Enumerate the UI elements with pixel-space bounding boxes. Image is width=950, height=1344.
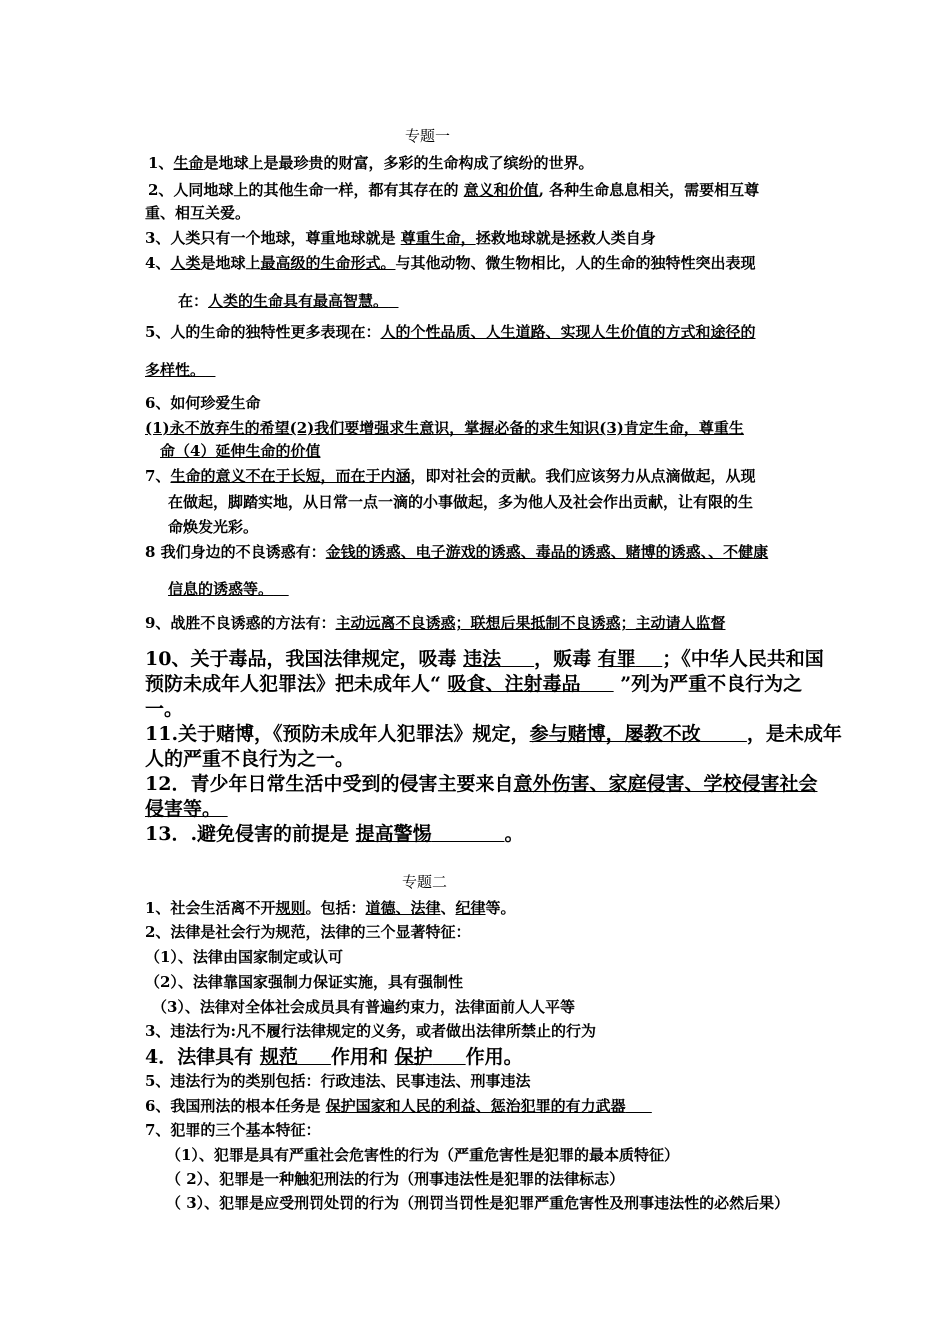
item-8: 8 我们身边的不良诱惑有：金钱的诱惑、电子游戏的诱惑、毒品的诱惑、赌博的诱惑、、不健康 [145,543,769,561]
item-11-b: 人的严重不良行为之一。 [145,748,355,770]
item-10-b: 预防未成年人犯罪法》把未成年人“ 吸食、注射毒品 ”列为严重不良行为之 [145,673,803,695]
item-2-a: （1）、法律由国家制定或认可 [145,948,343,966]
item-6: 6、如何珍爱生命 [145,394,261,412]
item-2: 2、人同地球上的其他生命一样，都有其存在的 意义和价值, 各种生命息息相关，需要相互尊 [148,181,760,199]
item-2-c: （3）、法律对全体社会成员具有普遍约束力，法律面前人人平等 [152,998,575,1016]
item-3: 3、人类只有一个地球，尊重地球就是 尊重生命，拯救地球就是拯救人类自身 [145,229,656,247]
item-1: 1、生命是地球上是最珍贵的财富，多彩的生命构成了缤纷的世界。 [148,154,594,172]
item-7: 7、犯罪的三个基本特征： [145,1121,321,1139]
item-7-b: 在做起，脚踏实地，从日常一点一滴的小事做起，多为他人及社会作出贡献，让有限的生 [168,493,754,511]
item-7: 7、生命的意义不在于长短，而在于内涵，即对社会的贡献。我们应该努力从点滴做起，从现 [145,467,756,485]
item-3: 3、违法行为:凡不履行法律规定的义务，或者做出法律所禁止的行为 [145,1022,596,1040]
item-4: 4、人类是地球上最高级的生命形式。与其他动物、微生物相比，人的生命的独特性突出表现 [145,254,756,272]
item-7-c: 命焕发光彩。 [168,518,259,536]
item-6: 6、我国刑法的根本任务是 保护国家和人民的利益、惩治犯罪的有力武器 [145,1097,626,1115]
item-6-a: (1)永不放弃生的希望(2)我们要增强求生意识，掌握必备的求生知识(3)肯定生命，尊重生 [145,419,744,437]
item-4-cont: 在：人类的生命具有最高智慧。 [178,292,389,310]
item-9: 9、战胜不良诱惑的方法有：主动远离不良诱惑；联想后果抵制不良诱惑；主动请人监督 [145,614,726,632]
item-5-cont: 多样性。 [145,361,206,379]
item-5: 5、违法行为的类别包括：行政违法、民事违法、刑事违法 [145,1072,531,1090]
item-13: 13．.避免侵害的前提是 提高警惕 。 [145,823,524,845]
item-7-b: （ 2）、犯罪是一种触犯刑法的行为（刑事违法性是犯罪的法律标志） [166,1170,625,1188]
item-10: 10、关于毒品，我国法律规定，吸毒 违法 ，贩毒 有罪 ；《中华人民共和国 [145,648,824,670]
item-1: 1、社会生活离不开规则。包括：道德、法律、纪律等。 [145,899,516,917]
item-8-cont: 信息的诱惑等。 [168,580,274,598]
item-6-b: 命（4）延伸生命的价值 [160,442,321,460]
item-7-a: （1）、犯罪是具有严重社会危害性的行为（严重危害性是犯罪的最本质特征） [166,1146,679,1164]
item-4: 4．法律具有 规范 作用和 保护 作用。 [145,1046,523,1068]
item-10-c: 一。 [145,698,184,720]
item-12-b: 侵害等。 [145,798,222,820]
item-5: 5、人的生命的独特性更多表现在：人的个性品质、人生道路、实现人生价值的方式和途径的 [145,323,756,341]
item-2-cont: 重、相互关爱。 [145,204,251,222]
item-2-b: （2）、法律靠国家强制力保证实施，具有强制性 [145,973,463,991]
section-title: 专题二 [402,873,448,891]
section-title: 专题一 [405,127,451,145]
item-11: 11.关于赌博，《预防未成年人犯罪法》规定，参与赌博，屡教不改 ，是未成年 [145,723,842,745]
item-7-c: （ 3）、犯罪是应受刑罚处罚的行为（刑罚当罚性是犯罪严重危害性及刑事违法性的必然后果） [166,1194,790,1212]
item-12: 12．青少年日常生活中受到的侵害主要来自意外伤害、家庭侵害、学校侵害社会 [145,773,818,795]
item-2: 2、法律是社会行为规范，法律的三个显著特征： [145,923,471,941]
